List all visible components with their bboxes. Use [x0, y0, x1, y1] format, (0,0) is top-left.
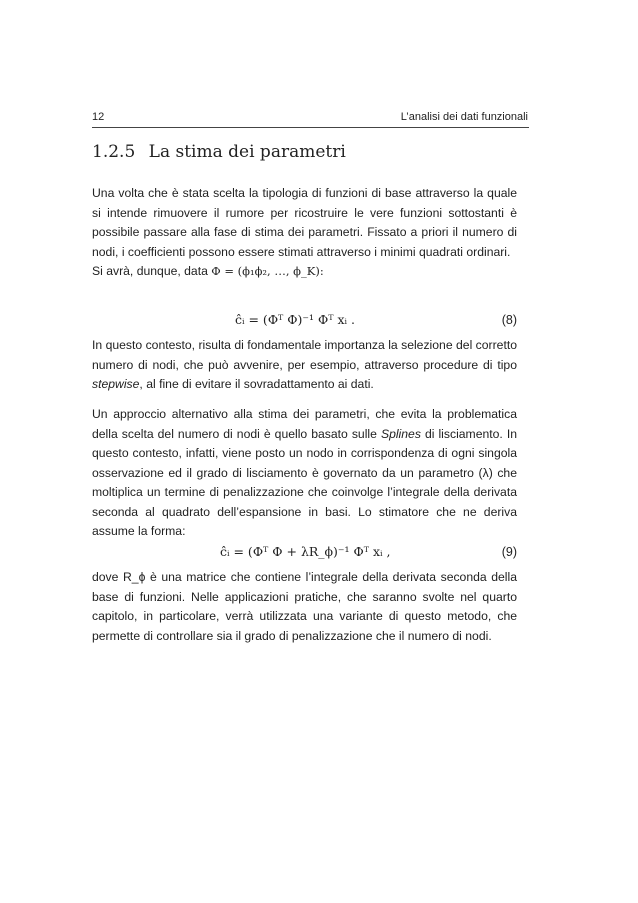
page-number: 12 [92, 111, 105, 123]
equation-8-number: (8) [501, 313, 517, 327]
paragraph-2 [92, 336, 517, 395]
paragraph-1-block [92, 184, 517, 282]
section-number: 1.2.5 [92, 142, 136, 162]
paragraph-3-text-a: Un approccio alternativo alla stima dei parametri, che evita la problematica della scelta del numero di nodi è quello basato sulle [92, 407, 517, 441]
header-rule [92, 127, 529, 128]
paragraph-2-text-b: , al fine di evitare il sovradattamento ai dati. [139, 377, 374, 391]
paragraph-3-text-b: di lisciamento. In questo contesto, infatti, viene posto un nodo in corrispondenza di ogni singola osservazione ed il grado di lisciamento è governato da un parametro (λ) che moltiplica un termine di penalizzazione che coinvolge l’integrale della derivata seconda al quadrato dell’espansione in basi. Lo stimatore che ne deriva assume la forma: [92, 426, 517, 538]
paragraph-2-emphasis: stepwise [92, 377, 140, 391]
paragraph-2-block [92, 336, 517, 395]
paragraph-4: dove R_ϕ è una matrice che contiene l’integrale della derivata seconda della base di funzioni. Nelle applicazioni pratiche, che saranno svolte nel quarto capitolo, in particolare, verrà utilizzata una variante di questo metodo, che permette di controllare sia il grado di penalizzazione che il numero di nodi. [92, 570, 517, 643]
paragraph-1: Una volta che è stata scelta la tipologia di funzioni di base attraverso la quale si intende rimuovere il rumore per ricostruire le vere funzioni sottostanti è possibile passare alla fase di stima dei parametri. Fissato a priori il numero di nodi, i coefficienti possono essere stimati attraverso i minimi quadrati ordinari. [92, 186, 517, 259]
equation-8-formula: ĉᵢ = (Φᵀ Φ)⁻¹ Φᵀ xᵢ . [235, 312, 355, 327]
phi-definition-line [92, 262, 517, 282]
paragraph-2-text-a: In questo contesto, risulta di fondamentale importanza la selezione del corretto numero di nodi, che può avvenire, per esempio, attraverso procedure di tipo [92, 338, 517, 372]
paragraph-3-emphasis: Splines [380, 426, 421, 441]
paragraph-4-block [92, 568, 517, 646]
section-heading [92, 142, 346, 162]
phi-definition-prefix: Si avrà, dunque, data [92, 264, 212, 278]
running-title: L’analisi dei dati funzionali [400, 111, 528, 123]
section-title: La stima dei parametri [148, 142, 346, 162]
paragraph-3-block [92, 405, 517, 542]
phi-definition-math: Φ = (ϕ₁ϕ₂, …, ϕ_K): [211, 264, 324, 278]
equation-9-formula: ĉᵢ = (Φᵀ Φ + λR_ϕ)⁻¹ Φᵀ xᵢ , [220, 544, 391, 559]
paragraph-3 [92, 405, 517, 542]
equation-9-number: (9) [501, 545, 517, 559]
